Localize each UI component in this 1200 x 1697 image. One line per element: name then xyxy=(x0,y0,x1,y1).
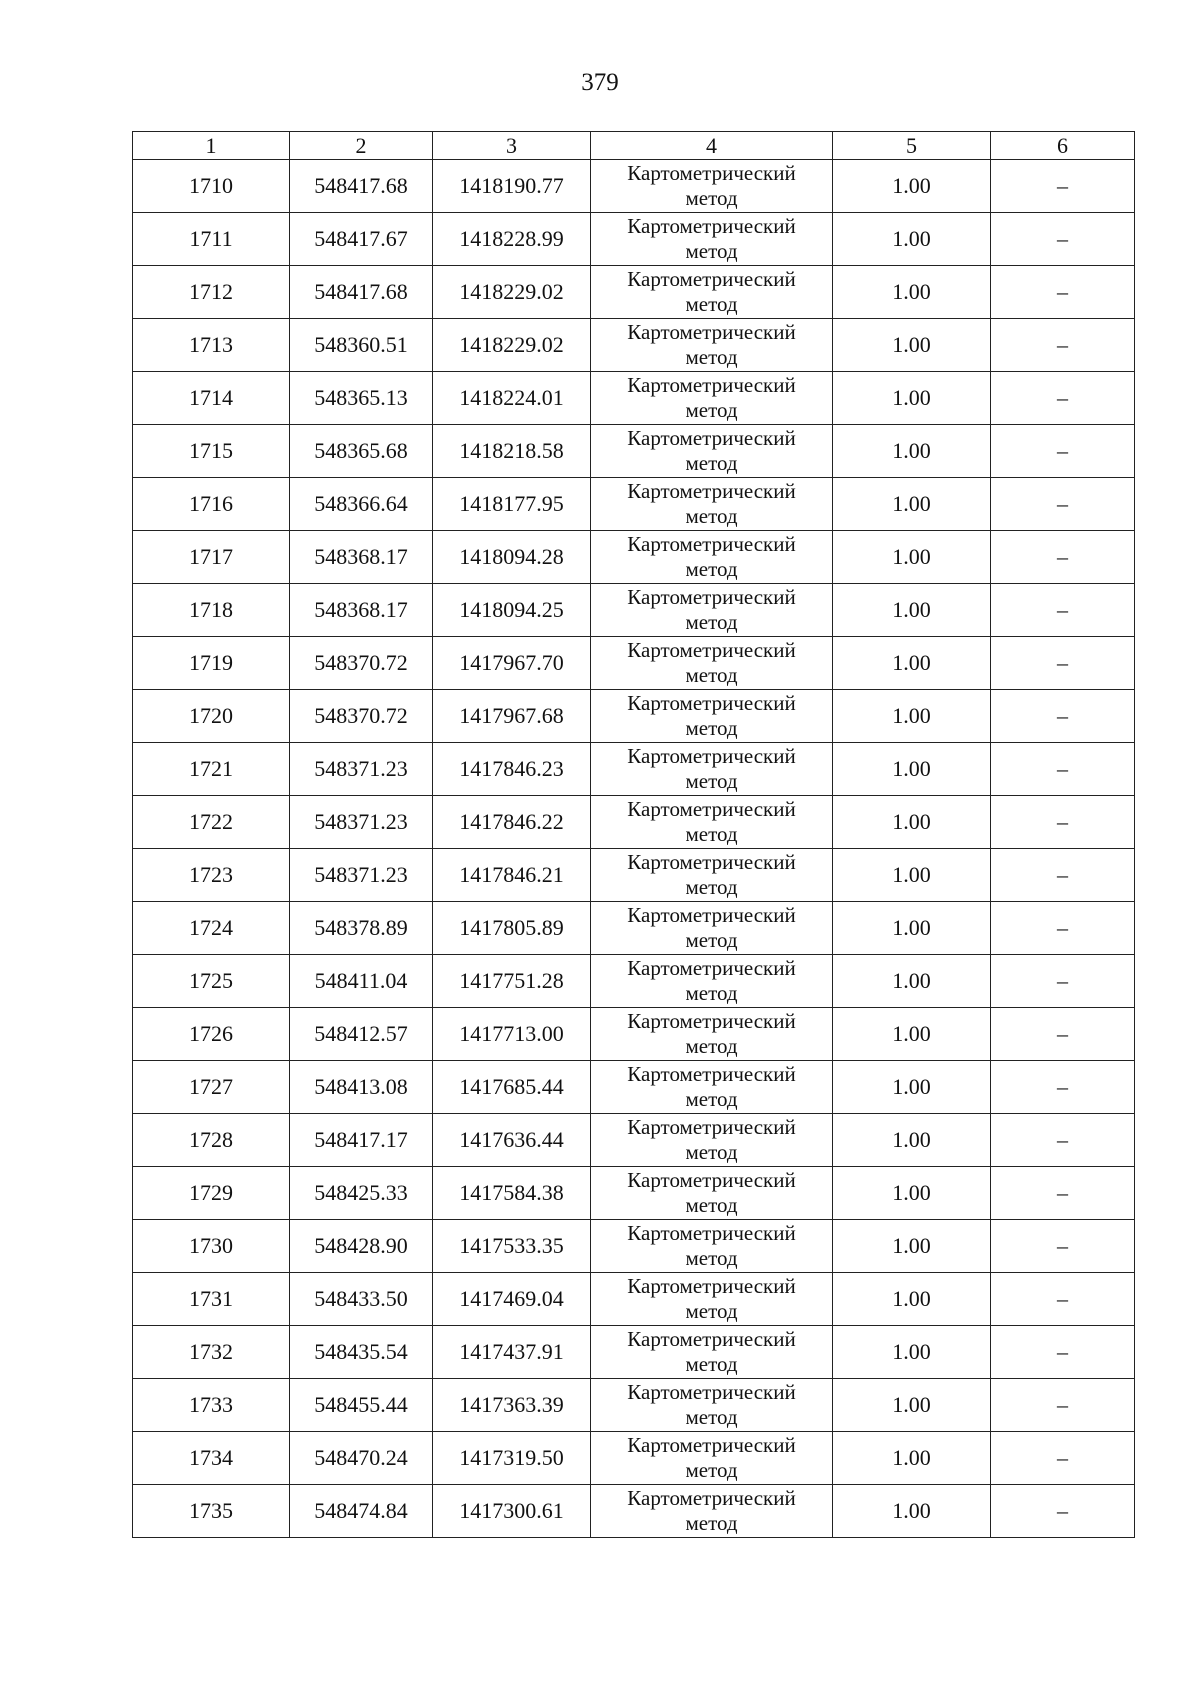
note-cell: – xyxy=(991,478,1135,531)
table-row xyxy=(133,690,1135,743)
table-row xyxy=(133,796,1135,849)
note-cell: – xyxy=(991,637,1135,690)
coordinate-x-cell: 548368.17 xyxy=(290,584,433,637)
coordinate-y-cell: 1418218.58 xyxy=(433,425,591,478)
coordinate-x-cell: 548433.50 xyxy=(290,1273,433,1326)
table-row xyxy=(133,1167,1135,1220)
method-line-1: Картометрический xyxy=(627,585,796,609)
coordinate-x-cell: 548411.04 xyxy=(290,955,433,1008)
method-cell xyxy=(591,849,833,902)
point-number-cell: 1726 xyxy=(133,1008,290,1061)
method-cell xyxy=(591,902,833,955)
coordinates-table xyxy=(132,131,1135,1538)
point-number-cell: 1732 xyxy=(133,1326,290,1379)
note-cell: – xyxy=(991,743,1135,796)
coordinate-x-cell: 548470.24 xyxy=(290,1432,433,1485)
point-number-cell: 1728 xyxy=(133,1114,290,1167)
column-header-6: 6 xyxy=(991,132,1135,160)
note-cell: – xyxy=(991,1379,1135,1432)
coordinate-x-cell: 548412.57 xyxy=(290,1008,433,1061)
method-line-2: метод xyxy=(685,504,738,528)
note-cell: – xyxy=(991,1220,1135,1273)
accuracy-cell: 1.00 xyxy=(833,1008,991,1061)
coordinate-x-cell: 548417.68 xyxy=(290,266,433,319)
method-cell xyxy=(591,1167,833,1220)
method-line-2: метод xyxy=(685,1140,738,1164)
method-cell xyxy=(591,319,833,372)
table-row xyxy=(133,1008,1135,1061)
point-number-cell: 1731 xyxy=(133,1273,290,1326)
coordinate-x-cell: 548417.17 xyxy=(290,1114,433,1167)
coordinate-y-cell: 1417636.44 xyxy=(433,1114,591,1167)
coordinate-y-cell: 1417363.39 xyxy=(433,1379,591,1432)
accuracy-cell: 1.00 xyxy=(833,584,991,637)
coordinate-x-cell: 548366.64 xyxy=(290,478,433,531)
coordinate-y-cell: 1417584.38 xyxy=(433,1167,591,1220)
table-row xyxy=(133,531,1135,584)
note-cell: – xyxy=(991,1273,1135,1326)
method-line-1: Картометрический xyxy=(627,1380,796,1404)
method-line-1: Картометрический xyxy=(627,479,796,503)
table-row xyxy=(133,1326,1135,1379)
point-number-cell: 1725 xyxy=(133,955,290,1008)
method-cell xyxy=(591,690,833,743)
note-cell: – xyxy=(991,372,1135,425)
method-line-2: метод xyxy=(685,557,738,581)
point-number-cell: 1724 xyxy=(133,902,290,955)
coordinate-x-cell: 548378.89 xyxy=(290,902,433,955)
method-line-1: Картометрический xyxy=(627,744,796,768)
method-line-2: метод xyxy=(685,981,738,1005)
accuracy-cell: 1.00 xyxy=(833,1432,991,1485)
coordinate-y-cell: 1418224.01 xyxy=(433,372,591,425)
method-cell xyxy=(591,1326,833,1379)
method-line-1: Картометрический xyxy=(627,1486,796,1510)
method-cell xyxy=(591,1379,833,1432)
method-line-2: метод xyxy=(685,875,738,899)
method-line-2: метод xyxy=(685,663,738,687)
table-row xyxy=(133,1379,1135,1432)
table-row xyxy=(133,584,1135,637)
method-line-2: метод xyxy=(685,928,738,952)
accuracy-cell: 1.00 xyxy=(833,160,991,213)
point-number-cell: 1718 xyxy=(133,584,290,637)
method-line-1: Картометрический xyxy=(627,373,796,397)
coordinate-y-cell: 1417469.04 xyxy=(433,1273,591,1326)
accuracy-cell: 1.00 xyxy=(833,425,991,478)
table-header-row xyxy=(133,132,1135,160)
accuracy-cell: 1.00 xyxy=(833,1379,991,1432)
method-line-2: метод xyxy=(685,398,738,422)
column-header-3: 3 xyxy=(433,132,591,160)
coordinate-y-cell: 1418094.25 xyxy=(433,584,591,637)
coordinate-y-cell: 1418229.02 xyxy=(433,319,591,372)
note-cell: – xyxy=(991,1008,1135,1061)
method-line-1: Картометрический xyxy=(627,903,796,927)
point-number-cell: 1710 xyxy=(133,160,290,213)
coordinate-x-cell: 548455.44 xyxy=(290,1379,433,1432)
method-line-1: Картометрический xyxy=(627,1274,796,1298)
method-line-2: метод xyxy=(685,1352,738,1376)
point-number-cell: 1717 xyxy=(133,531,290,584)
coordinate-y-cell: 1417967.70 xyxy=(433,637,591,690)
method-line-2: метод xyxy=(685,1458,738,1482)
method-line-1: Картометрический xyxy=(627,691,796,715)
method-line-1: Картометрический xyxy=(627,850,796,874)
note-cell: – xyxy=(991,1114,1135,1167)
note-cell: – xyxy=(991,531,1135,584)
note-cell: – xyxy=(991,319,1135,372)
accuracy-cell: 1.00 xyxy=(833,637,991,690)
coordinate-y-cell: 1417967.68 xyxy=(433,690,591,743)
method-cell xyxy=(591,372,833,425)
column-header-1: 1 xyxy=(133,132,290,160)
table-row xyxy=(133,1273,1135,1326)
note-cell: – xyxy=(991,425,1135,478)
method-cell xyxy=(591,955,833,1008)
table-row xyxy=(133,425,1135,478)
point-number-cell: 1714 xyxy=(133,372,290,425)
method-cell xyxy=(591,1061,833,1114)
method-line-2: метод xyxy=(685,451,738,475)
accuracy-cell: 1.00 xyxy=(833,1273,991,1326)
method-line-1: Картометрический xyxy=(627,532,796,556)
column-header-4: 4 xyxy=(591,132,833,160)
method-line-1: Картометрический xyxy=(627,1115,796,1139)
table-row xyxy=(133,266,1135,319)
method-line-1: Картометрический xyxy=(627,1327,796,1351)
point-number-cell: 1735 xyxy=(133,1485,290,1538)
table-row xyxy=(133,160,1135,213)
coordinate-x-cell: 548368.17 xyxy=(290,531,433,584)
accuracy-cell: 1.00 xyxy=(833,531,991,584)
coordinate-x-cell: 548474.84 xyxy=(290,1485,433,1538)
table-row xyxy=(133,637,1135,690)
table-row xyxy=(133,955,1135,1008)
coordinate-x-cell: 548365.68 xyxy=(290,425,433,478)
accuracy-cell: 1.00 xyxy=(833,1167,991,1220)
method-line-2: метод xyxy=(685,186,738,210)
table-row xyxy=(133,1485,1135,1538)
method-cell xyxy=(591,1432,833,1485)
table-row xyxy=(133,1114,1135,1167)
coordinate-y-cell: 1417685.44 xyxy=(433,1061,591,1114)
table-row xyxy=(133,902,1135,955)
accuracy-cell: 1.00 xyxy=(833,319,991,372)
coordinate-y-cell: 1418094.28 xyxy=(433,531,591,584)
point-number-cell: 1729 xyxy=(133,1167,290,1220)
method-line-1: Картометрический xyxy=(627,161,796,185)
coordinate-y-cell: 1418190.77 xyxy=(433,160,591,213)
point-number-cell: 1723 xyxy=(133,849,290,902)
method-line-1: Картометрический xyxy=(627,638,796,662)
note-cell: – xyxy=(991,584,1135,637)
accuracy-cell: 1.00 xyxy=(833,796,991,849)
table-row xyxy=(133,319,1135,372)
method-line-2: метод xyxy=(685,292,738,316)
point-number-cell: 1734 xyxy=(133,1432,290,1485)
coordinate-x-cell: 548428.90 xyxy=(290,1220,433,1273)
method-line-2: метод xyxy=(685,1511,738,1535)
table-row xyxy=(133,849,1135,902)
coordinate-y-cell: 1417437.91 xyxy=(433,1326,591,1379)
point-number-cell: 1722 xyxy=(133,796,290,849)
coordinate-y-cell: 1417846.23 xyxy=(433,743,591,796)
coordinate-x-cell: 548417.67 xyxy=(290,213,433,266)
accuracy-cell: 1.00 xyxy=(833,1114,991,1167)
method-cell xyxy=(591,1008,833,1061)
method-cell xyxy=(591,637,833,690)
method-cell xyxy=(591,531,833,584)
accuracy-cell: 1.00 xyxy=(833,743,991,796)
coordinate-y-cell: 1417846.22 xyxy=(433,796,591,849)
coordinate-y-cell: 1418229.02 xyxy=(433,266,591,319)
accuracy-cell: 1.00 xyxy=(833,266,991,319)
coordinate-y-cell: 1417319.50 xyxy=(433,1432,591,1485)
coordinate-x-cell: 548417.68 xyxy=(290,160,433,213)
note-cell: – xyxy=(991,955,1135,1008)
coordinate-y-cell: 1417533.35 xyxy=(433,1220,591,1273)
method-line-1: Картометрический xyxy=(627,214,796,238)
coordinate-x-cell: 548413.08 xyxy=(290,1061,433,1114)
table-row xyxy=(133,1432,1135,1485)
table-body xyxy=(133,160,1135,1538)
method-line-2: метод xyxy=(685,1034,738,1058)
point-number-cell: 1719 xyxy=(133,637,290,690)
accuracy-cell: 1.00 xyxy=(833,213,991,266)
accuracy-cell: 1.00 xyxy=(833,1061,991,1114)
note-cell: – xyxy=(991,902,1135,955)
table-row xyxy=(133,1220,1135,1273)
table-row xyxy=(133,1061,1135,1114)
method-cell xyxy=(591,1485,833,1538)
method-line-2: метод xyxy=(685,1299,738,1323)
coordinate-x-cell: 548365.13 xyxy=(290,372,433,425)
coordinate-y-cell: 1417300.61 xyxy=(433,1485,591,1538)
point-number-cell: 1733 xyxy=(133,1379,290,1432)
method-line-2: метод xyxy=(685,1246,738,1270)
note-cell: – xyxy=(991,266,1135,319)
method-line-1: Картометрический xyxy=(627,267,796,291)
method-line-2: метод xyxy=(685,345,738,369)
note-cell: – xyxy=(991,690,1135,743)
method-line-1: Картометрический xyxy=(627,1009,796,1033)
method-line-2: метод xyxy=(685,1193,738,1217)
accuracy-cell: 1.00 xyxy=(833,849,991,902)
method-line-1: Картометрический xyxy=(627,320,796,344)
coordinate-y-cell: 1418177.95 xyxy=(433,478,591,531)
method-line-1: Картометрический xyxy=(627,797,796,821)
method-line-2: метод xyxy=(685,610,738,634)
method-cell xyxy=(591,1114,833,1167)
coordinate-y-cell: 1417846.21 xyxy=(433,849,591,902)
point-number-cell: 1715 xyxy=(133,425,290,478)
accuracy-cell: 1.00 xyxy=(833,1326,991,1379)
method-line-2: метод xyxy=(685,822,738,846)
method-line-1: Картометрический xyxy=(627,1433,796,1457)
coordinate-x-cell: 548435.54 xyxy=(290,1326,433,1379)
note-cell: – xyxy=(991,1326,1135,1379)
method-line-1: Картометрический xyxy=(627,1062,796,1086)
method-cell xyxy=(591,743,833,796)
method-cell xyxy=(591,213,833,266)
method-cell xyxy=(591,478,833,531)
method-cell xyxy=(591,796,833,849)
method-cell xyxy=(591,1273,833,1326)
method-cell xyxy=(591,584,833,637)
method-line-2: метод xyxy=(685,769,738,793)
table-row xyxy=(133,743,1135,796)
coordinate-y-cell: 1417751.28 xyxy=(433,955,591,1008)
accuracy-cell: 1.00 xyxy=(833,902,991,955)
table-row xyxy=(133,478,1135,531)
coordinate-x-cell: 548425.33 xyxy=(290,1167,433,1220)
coordinate-y-cell: 1418228.99 xyxy=(433,213,591,266)
method-line-2: метод xyxy=(685,1405,738,1429)
accuracy-cell: 1.00 xyxy=(833,372,991,425)
note-cell: – xyxy=(991,849,1135,902)
note-cell: – xyxy=(991,1061,1135,1114)
column-header-2: 2 xyxy=(290,132,433,160)
method-cell xyxy=(591,425,833,478)
coordinate-y-cell: 1417713.00 xyxy=(433,1008,591,1061)
coordinate-x-cell: 548371.23 xyxy=(290,849,433,902)
note-cell: – xyxy=(991,213,1135,266)
note-cell: – xyxy=(991,1432,1135,1485)
table-row xyxy=(133,372,1135,425)
accuracy-cell: 1.00 xyxy=(833,955,991,1008)
note-cell: – xyxy=(991,796,1135,849)
point-number-cell: 1712 xyxy=(133,266,290,319)
method-cell xyxy=(591,160,833,213)
method-line-2: метод xyxy=(685,1087,738,1111)
method-line-1: Картометрический xyxy=(627,426,796,450)
accuracy-cell: 1.00 xyxy=(833,1220,991,1273)
point-number-cell: 1727 xyxy=(133,1061,290,1114)
coordinate-x-cell: 548360.51 xyxy=(290,319,433,372)
coordinate-x-cell: 548370.72 xyxy=(290,637,433,690)
point-number-cell: 1716 xyxy=(133,478,290,531)
method-line-1: Картометрический xyxy=(627,1168,796,1192)
column-header-5: 5 xyxy=(833,132,991,160)
method-line-2: метод xyxy=(685,716,738,740)
point-number-cell: 1720 xyxy=(133,690,290,743)
accuracy-cell: 1.00 xyxy=(833,1485,991,1538)
coordinate-x-cell: 548371.23 xyxy=(290,743,433,796)
accuracy-cell: 1.00 xyxy=(833,690,991,743)
point-number-cell: 1730 xyxy=(133,1220,290,1273)
table-row xyxy=(133,213,1135,266)
method-line-1: Картометрический xyxy=(627,956,796,980)
method-line-2: метод xyxy=(685,239,738,263)
coordinate-x-cell: 548370.72 xyxy=(290,690,433,743)
point-number-cell: 1711 xyxy=(133,213,290,266)
note-cell: – xyxy=(991,160,1135,213)
accuracy-cell: 1.00 xyxy=(833,478,991,531)
method-cell xyxy=(591,1220,833,1273)
point-number-cell: 1713 xyxy=(133,319,290,372)
note-cell: – xyxy=(991,1167,1135,1220)
note-cell: – xyxy=(991,1485,1135,1538)
page-number: 379 xyxy=(581,69,619,96)
coordinate-x-cell: 548371.23 xyxy=(290,796,433,849)
point-number-cell: 1721 xyxy=(133,743,290,796)
method-line-1: Картометрический xyxy=(627,1221,796,1245)
method-cell xyxy=(591,266,833,319)
coordinate-y-cell: 1417805.89 xyxy=(433,902,591,955)
